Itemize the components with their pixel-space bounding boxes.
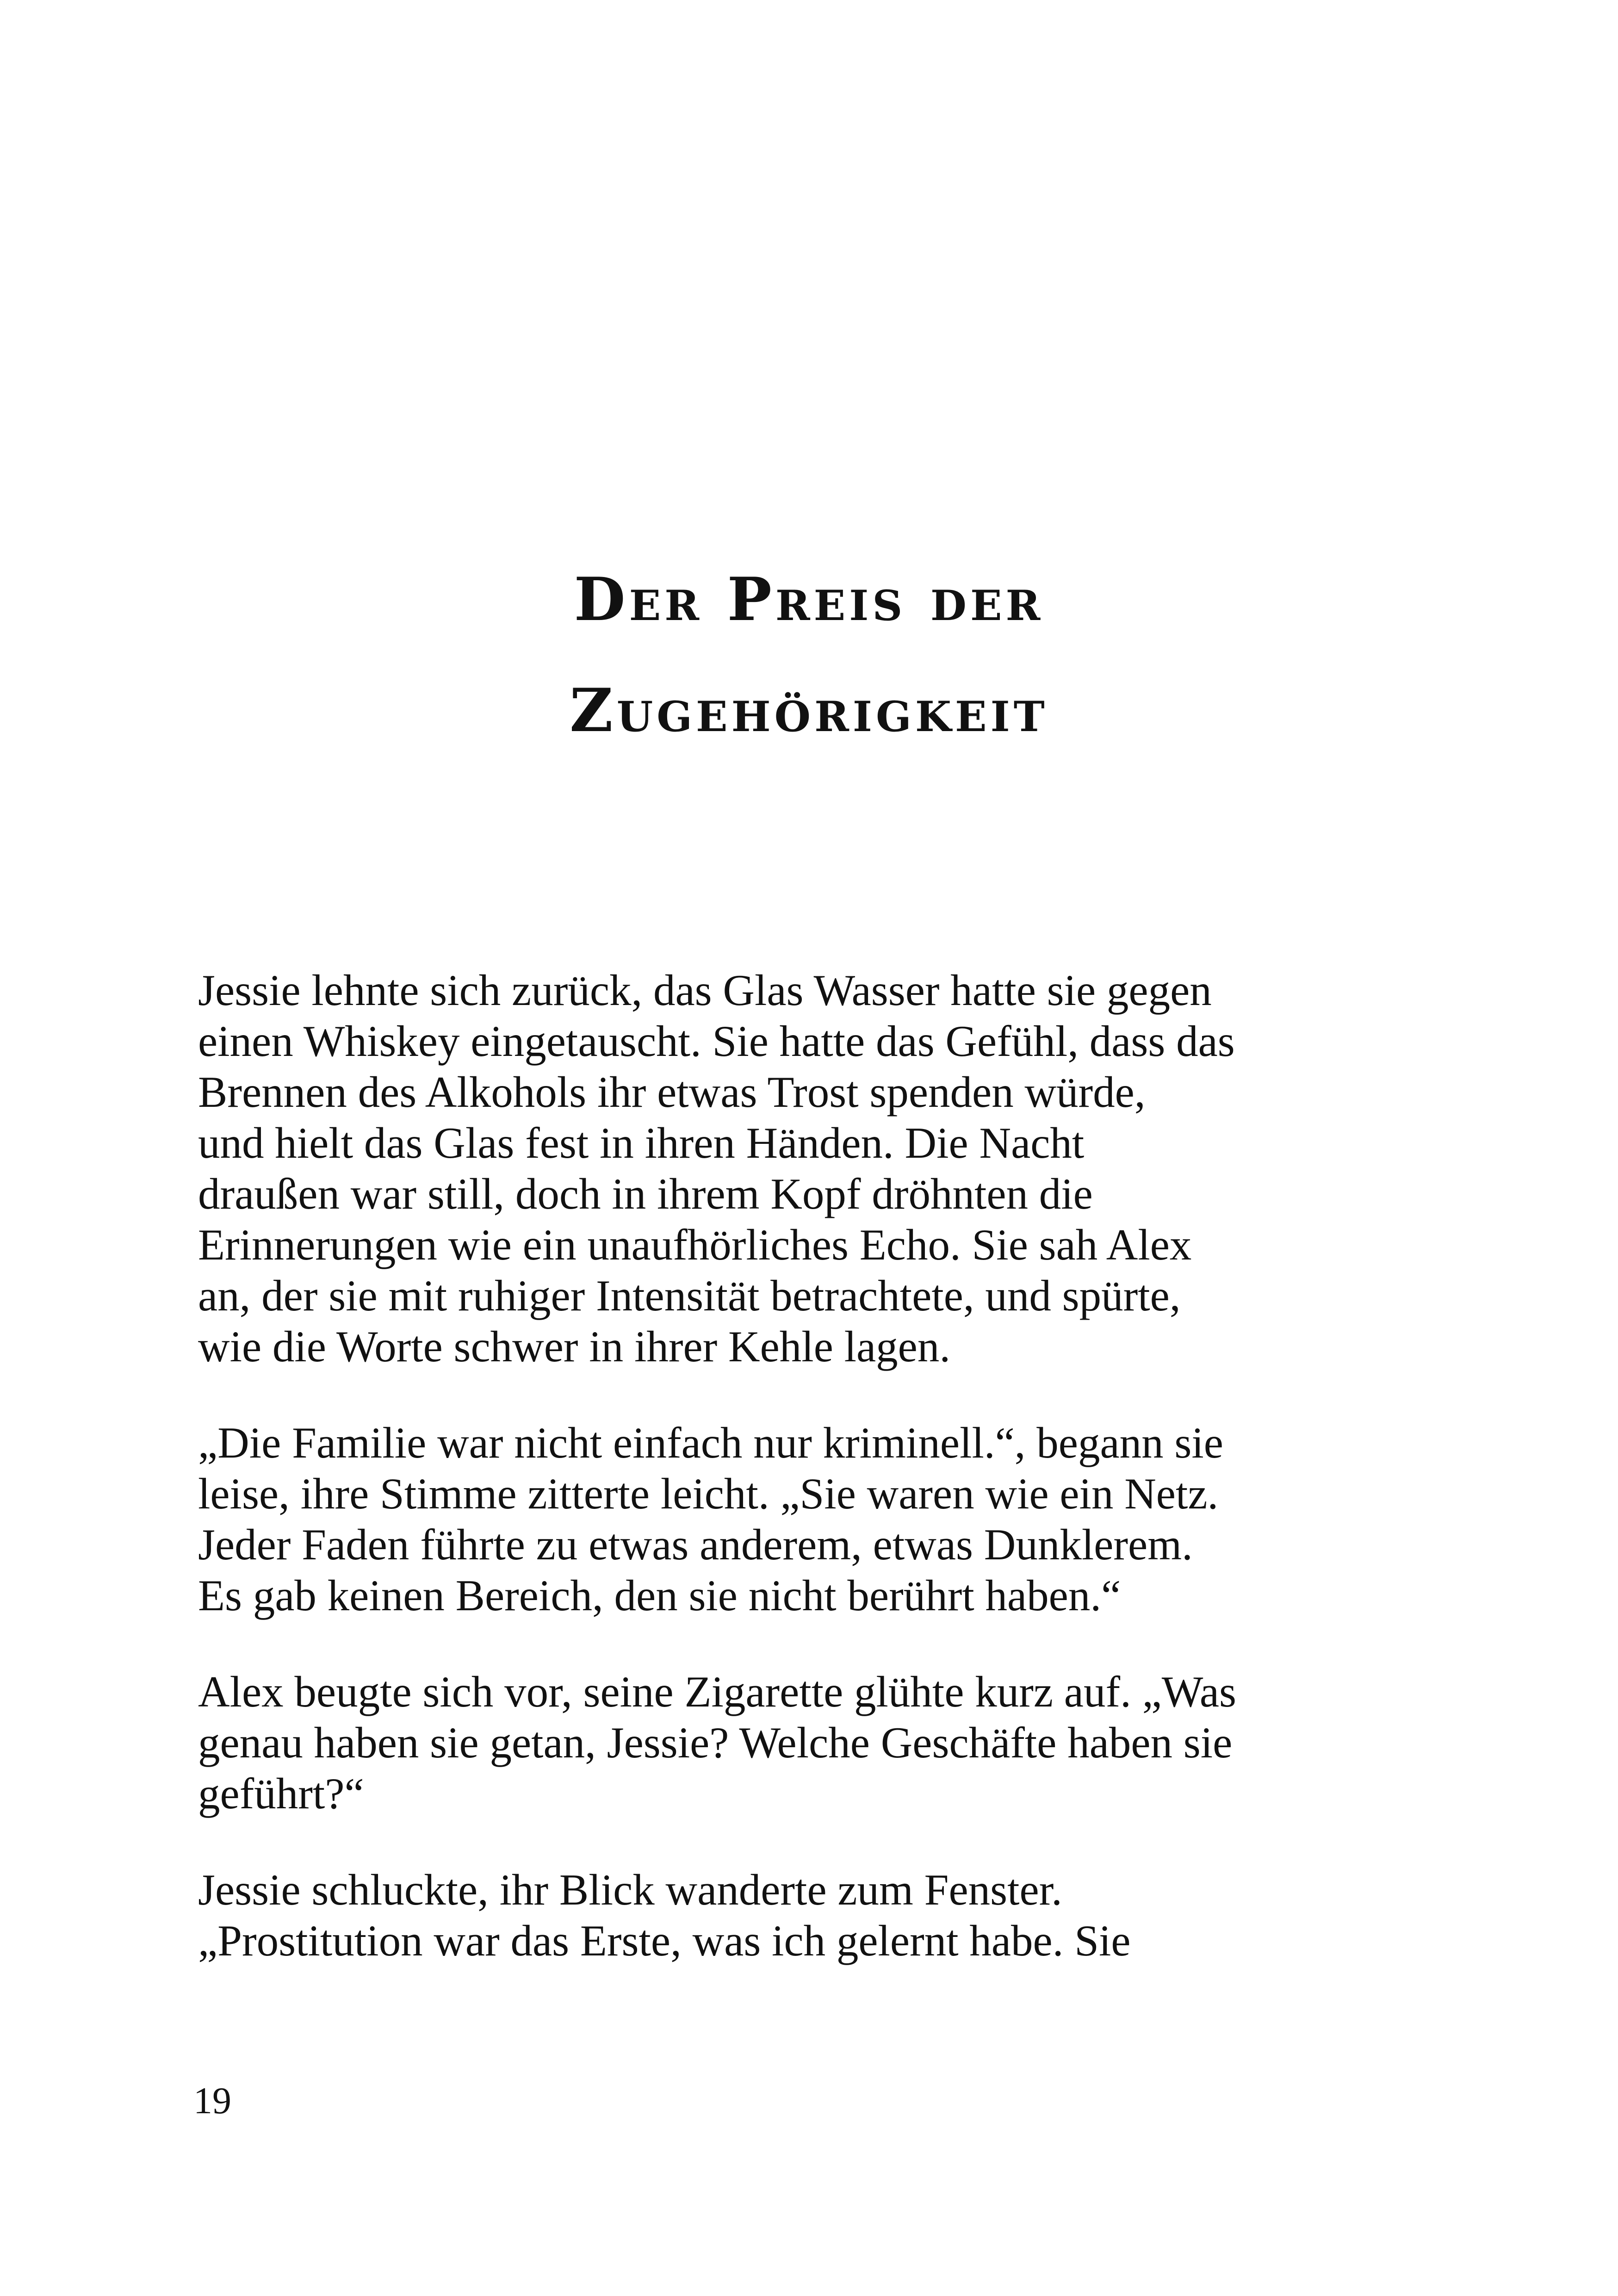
paragraph [198,1666,1438,1819]
text-line: Brennen des Alkohols ihr etwas Trost spenden würde, [198,1067,1146,1117]
text-line: draußen war still, doch in ihrem Kopf dröhnten die [198,1169,1093,1218]
paragraph [198,1864,1438,1966]
text-line: Es gab keinen Bereich, den sie nicht berührt haben.“ [198,1571,1121,1620]
text-line: leise, ihre Stimme zitterte leicht. „Sie waren wie ein Netz. [198,1469,1219,1518]
text-line: Erinnerungen wie ein unaufhörliches Echo. Sie sah Alex [198,1220,1192,1269]
text-line: einen Whiskey eingetauscht. Sie hatte das Gefühl, dass das [198,1017,1235,1066]
text-line: geführt?“ [198,1769,364,1818]
paragraph [198,1417,1438,1621]
text-line: Jessie lehnte sich zurück, das Glas Wasser hatte sie gegen [198,966,1212,1015]
text-line: und hielt das Glas fest in ihren Händen. Die Nacht [198,1118,1085,1167]
text-line: Alex beugte sich vor, seine Zigarette glühte kurz auf. „Was [198,1667,1236,1716]
body-text [198,965,1438,2011]
text-line: an, der sie mit ruhiger Intensität betrachtete, und spürte, [198,1271,1181,1320]
text-line: „Die Familie war nicht einfach nur kriminell.“, begann sie [198,1418,1223,1467]
text-line: „Prostitution war das Erste, was ich gelernt habe. Sie [198,1916,1131,1965]
text-line: Jessie schluckte, ihr Blick wanderte zum Fenster. [198,1865,1062,1914]
chapter-title-line: Zugehörigkeit [570,676,1048,745]
text-line: wie die Worte schwer in ihrer Kehle lagen. [198,1322,951,1371]
chapter-title-line: Der Preis der [574,565,1044,634]
paragraph [198,965,1438,1372]
text-line: Jeder Faden führte zu etwas anderem, etwas Dunklerem. [198,1520,1193,1569]
page-number: 19 [193,2079,231,2122]
chapter-title [0,544,1618,766]
text-line: genau haben sie getan, Jessie? Welche Geschäfte haben sie [198,1718,1233,1767]
